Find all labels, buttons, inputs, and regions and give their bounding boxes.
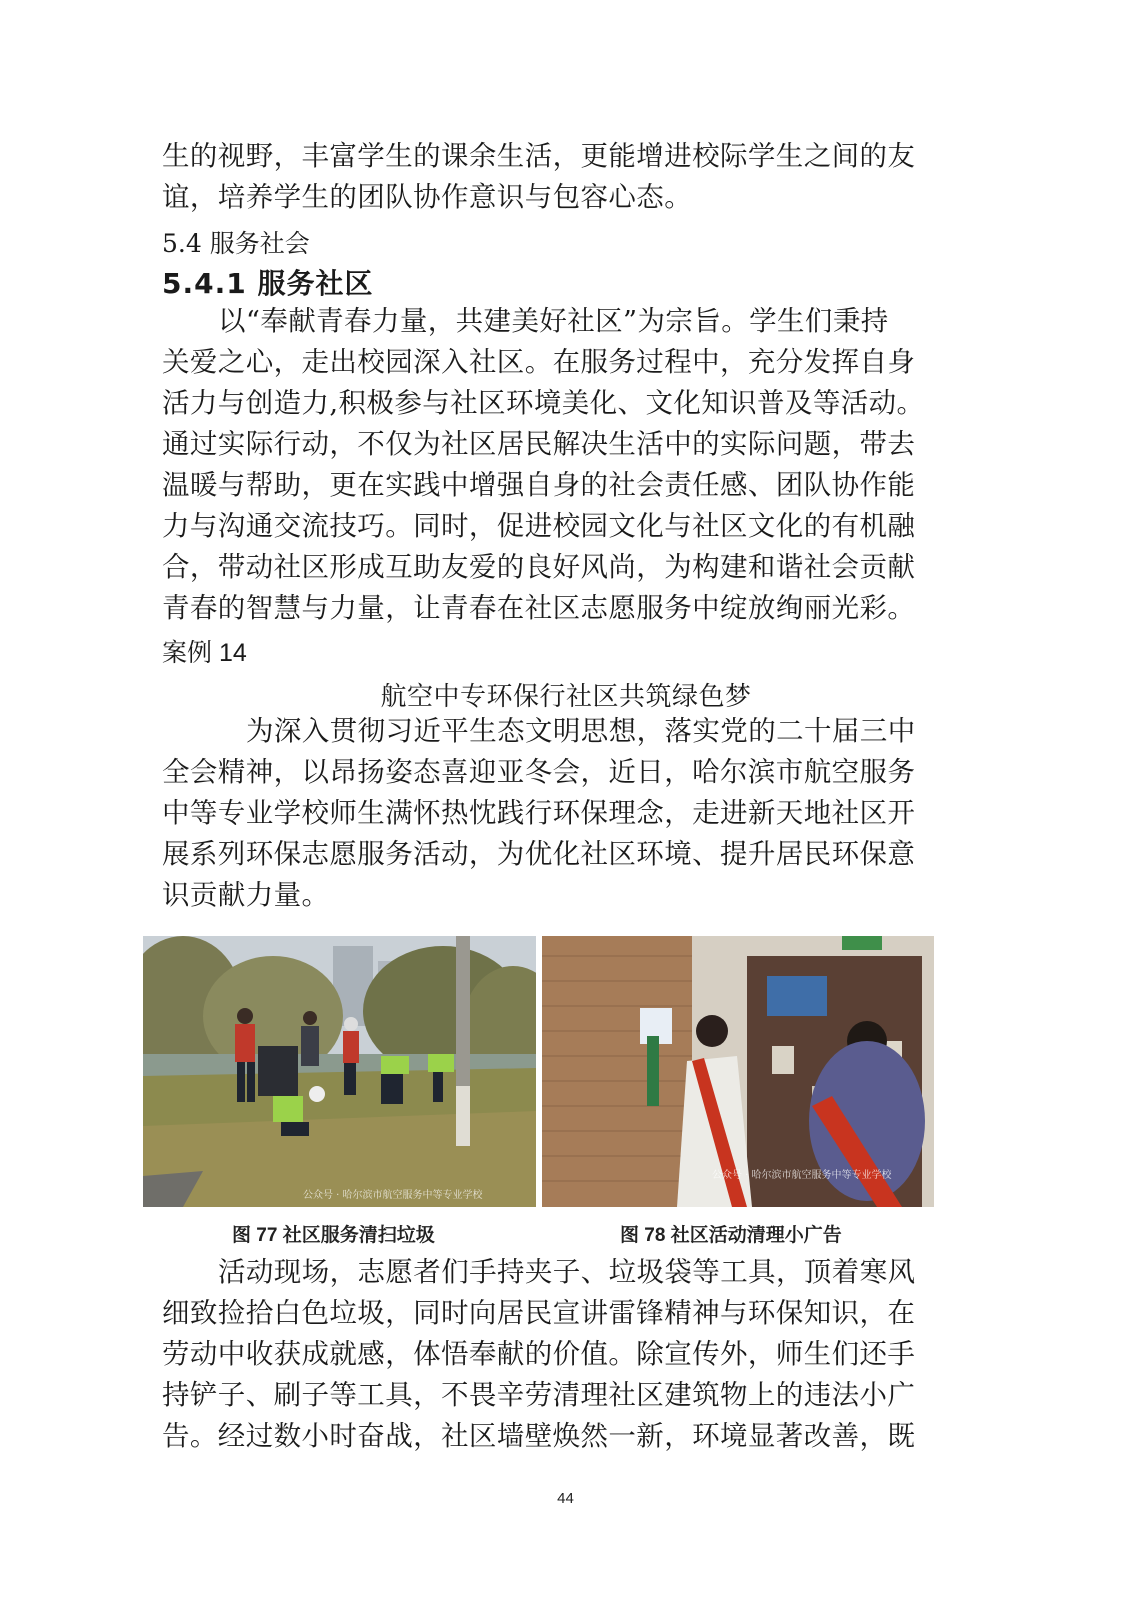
intro-line: 生的视野，丰富学生的课余生活，更能增进校际学生之间的友 <box>162 140 916 172</box>
photo-park-cleanup <box>143 936 536 1207</box>
subsection-heading: 5.4.1 服务社区 <box>162 267 374 300</box>
paragraph-line: 以“奉献青春力量，共建美好社区”为宗旨。学生们秉持 <box>218 305 889 337</box>
paragraph-line: 告。经过数小时奋战，社区墙壁焕然一新，环境显著改善，既 <box>162 1420 916 1452</box>
page-number: 44 <box>557 1490 574 1507</box>
watermark: 公众号 · 哈尔滨市航空服务中等专业学校 <box>303 1190 483 1201</box>
watermark: 公众号 · 哈尔滨市航空服务中等专业学校 <box>712 1170 892 1181</box>
closing-paragraph <box>162 1252 970 1457</box>
intro-line: 谊，培养学生的团队协作意识与包容心态。 <box>162 181 693 213</box>
paragraph-line: 展系列环保志愿服务活动，为优化社区环境、提升居民环保意 <box>162 838 916 870</box>
intro-paragraph <box>162 136 970 218</box>
paragraph-line: 识贡献力量。 <box>162 879 330 911</box>
park-cleanup-image <box>143 936 536 1207</box>
case-label: 案例 14 <box>162 639 247 667</box>
community-paragraph <box>162 301 970 629</box>
paragraph-line: 活动现场，志愿者们手持夹子、垃圾袋等工具，顶着寒风 <box>218 1256 916 1288</box>
paragraph-line: 力与沟通交流技巧。同时，促进校园文化与社区文化的有机融 <box>162 510 916 542</box>
paragraph-line: 持铲子、刷子等工具，不畏辛劳清理社区建筑物上的违法小广 <box>162 1379 916 1411</box>
paragraph-line: 中等专业学校师生满怀热忱践行环保理念，走进新天地社区开 <box>162 797 916 829</box>
case-paragraph <box>162 711 970 916</box>
paragraph-line: 青春的智慧与力量，让青春在社区志愿服务中绽放绚丽光彩。 <box>162 592 916 624</box>
paragraph-line: 细致捡拾白色垃圾，同时向居民宣讲雷锋精神与环保知识，在 <box>162 1297 916 1329</box>
ad-removal-image <box>542 936 934 1207</box>
paragraph-line: 为深入贯彻习近平生态文明思想，落实党的二十届三中 <box>246 715 916 747</box>
paragraph-line: 通过实际行动，不仅为社区居民解决生活中的实际问题，带去 <box>162 428 916 460</box>
section-heading: 5.4 服务社会 <box>162 229 310 258</box>
paragraph-line: 全会精神，以昂扬姿态喜迎亚冬会，近日，哈尔滨市航空服务 <box>162 756 916 788</box>
figure-78-caption: 图 78 社区活动清理小广告 <box>620 1225 842 1246</box>
case-title: 航空中专环保行社区共筑绿色梦 <box>380 681 752 711</box>
paragraph-line: 温暖与帮助，更在实践中增强自身的社会责任感、团队协作能 <box>162 469 916 501</box>
paragraph-line: 关爱之心，走出校园深入社区。在服务过程中，充分发挥自身 <box>162 346 916 378</box>
figure-77-caption: 图 77 社区服务清扫垃圾 <box>232 1225 435 1246</box>
paragraph-line: 活力与创造力,积极参与社区环境美化、文化知识普及等活动。 <box>162 387 925 419</box>
paragraph-line: 劳动中收获成就感，体悟奉献的价值。除宣传外，师生们还手 <box>162 1338 916 1370</box>
paragraph-line: 合，带动社区形成互助友爱的良好风尚，为构建和谐社会贡献 <box>162 551 916 583</box>
photo-ad-removal <box>542 936 934 1207</box>
